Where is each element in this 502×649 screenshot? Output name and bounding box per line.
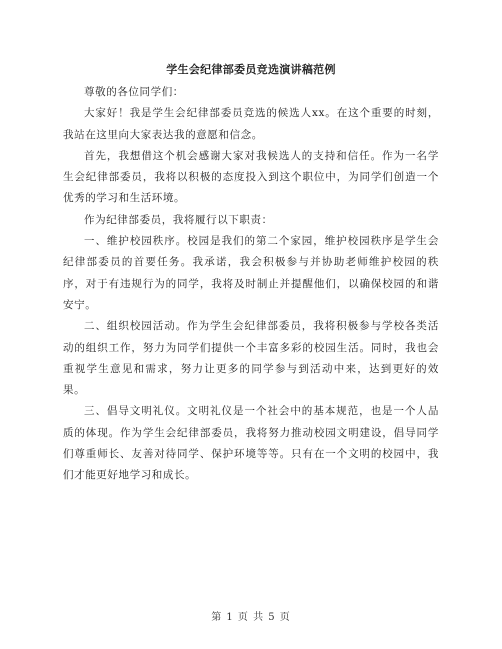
paragraph-thanks: 首先，我想借这个机会感谢大家对我候选人的支持和信任。作为一名学生会纪律部委员，我将以积极的态度投入到这个职位中，为同学们创造一个优秀的学习和生活环境。 xyxy=(63,149,439,205)
paragraph-greeting: 大家好！我是学生会纪律部委员竞选的候选人xx。在这个重要的时刻，我站在这里向大家表达我的意愿和信念。 xyxy=(63,107,439,141)
document-title: 学生会纪律部委员竞选演讲稿范例 xyxy=(166,63,336,76)
paragraph-duty-etiquette: 三、倡导文明礼仪。文明礼仪是一个社会中的基本规范，也是一个人品质的体现。作为学生会纪律部委员，我将努力推动校园文明建设，倡导同学们尊重师长、友善对待同学、保护环境等等。只有在一个文明的校园中，我们才能更好地学习和成长。 xyxy=(63,405,439,482)
paragraph-duties-intro: 作为纪律部委员，我将履行以下职责： xyxy=(84,213,273,226)
document-body xyxy=(63,82,439,487)
salutation: 尊敬的各位同学们： xyxy=(84,86,184,98)
page-footer: 第 1 页 共 5 页 xyxy=(211,612,291,623)
paragraph-duty-order: 一、维护校园秩序。校园是我们的第二个家园，维护校园秩序是学生会纪律部委员的首要任务。我承诺，我会积极参与并协助老师维护校园的秩序，对于有违规行为的同学，我将及时制止并提醒他们，以确保校园的和谐安宁。 xyxy=(63,235,439,311)
paragraph-duty-activities: 二、组织校园活动。作为学生会纪律部委员，我将积极参与学校各类活动的组织工作，努力为同学们提供一个丰富多彩的校园生活。同时，我也会重视学生意见和需求，努力让更多的同学参与到活动中来，达到更好的效果。 xyxy=(63,320,439,397)
